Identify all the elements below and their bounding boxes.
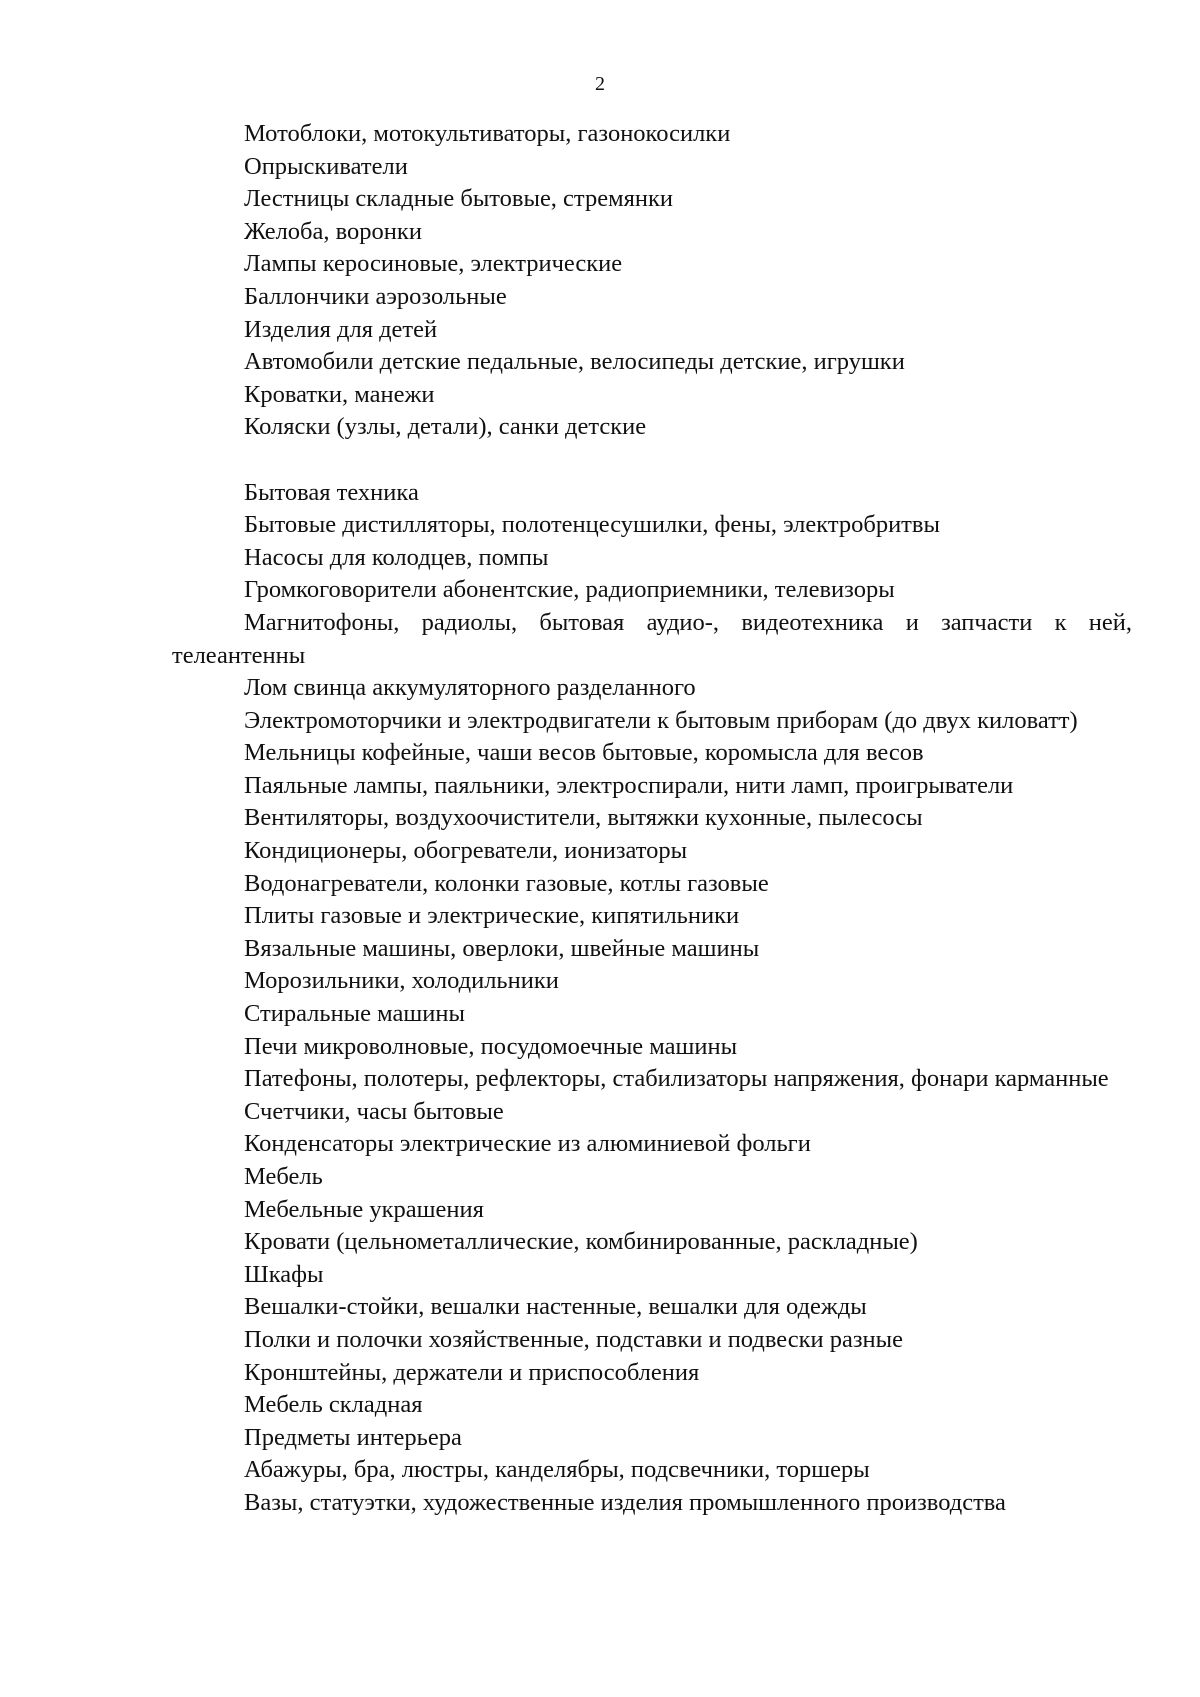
list-item: Шкафы bbox=[244, 1260, 324, 1288]
document-body bbox=[172, 118, 1132, 1520]
list-item: Полки и полочки хозяйственные, подставки и подвески разные bbox=[244, 1325, 903, 1353]
list-item: Магнитофоны, радиолы, бытовая аудио-, видеотехника и запчасти к ней, телеантенны bbox=[172, 608, 1132, 669]
list-item: Мебельные украшения bbox=[244, 1195, 484, 1223]
list-item: Абажуры, бра, люстры, канделябры, подсвечники, торшеры bbox=[244, 1456, 870, 1484]
list-item: Предметы интерьера bbox=[244, 1423, 462, 1451]
list-item: Автомобили детские педальные, велосипеды детские, игрушки bbox=[244, 348, 905, 376]
list-item: Мебель bbox=[244, 1163, 323, 1190]
list-item: Кроватки, манежи bbox=[244, 380, 435, 408]
section-heading: Бытовая техника bbox=[244, 478, 419, 506]
list-item: Бытовые дистилляторы, полотенцесушилки, фены, электробритвы bbox=[244, 511, 940, 539]
list-item: Электромоторчики и электродвигатели к бытовым приборам (до двух киловатт) bbox=[244, 706, 1078, 734]
list-item: Вязальные машины, оверлоки, швейные машины bbox=[244, 934, 760, 962]
section-spacer bbox=[172, 444, 1132, 477]
list-item: Кронштейны, держатели и приспособления bbox=[244, 1358, 700, 1386]
list-item: Опрыскиватели bbox=[244, 152, 408, 180]
list-item: Лестницы складные бытовые, стремянки bbox=[244, 185, 673, 213]
list-item: Паяльные лампы, паяльники, электроспирали, нити ламп, проигрыватели bbox=[244, 771, 1014, 799]
list-item: Лампы керосиновые, электрические bbox=[244, 250, 623, 278]
list-item: Насосы для колодцев, помпы bbox=[244, 543, 549, 571]
list-item: Плиты газовые и электрические, кипятильники bbox=[244, 902, 740, 930]
list-item: Вешалки-стойки, вешалки настенные, вешалки для одежды bbox=[244, 1293, 867, 1321]
list-item: Лом свинца аккумуляторного разделанного bbox=[244, 674, 696, 702]
list-item: Желоба, воронки bbox=[244, 217, 422, 245]
list-item: Патефоны, полотеры, рефлекторы, стабилизаторы напряжения, фонари карманные bbox=[244, 1065, 1109, 1093]
list-item: Кровати (цельнометаллические, комбинированные, раскладные) bbox=[244, 1228, 918, 1256]
list-item: Баллончики аэрозольные bbox=[244, 282, 507, 310]
list-item: Мебель складная bbox=[244, 1391, 423, 1419]
page-number: 2 bbox=[595, 73, 605, 95]
list-item: Громкоговорители абонентские, радиоприемники, телевизоры bbox=[244, 576, 895, 604]
list-item: Мотоблоки, мотокультиваторы, газонокосилки bbox=[244, 120, 731, 147]
list-item: Морозильники, холодильники bbox=[244, 967, 559, 995]
list-item: Счетчики, часы бытовые bbox=[244, 1097, 504, 1125]
list-item: Изделия для детей bbox=[244, 315, 438, 343]
list-item: Вентиляторы, воздухоочистители, вытяжки кухонные, пылесосы bbox=[244, 804, 923, 832]
list-item: Вазы, статуэтки, художественные изделия промышленного производства bbox=[244, 1488, 1006, 1516]
list-item: Водонагреватели, колонки газовые, котлы газовые bbox=[244, 869, 769, 897]
list-group-household-goods bbox=[172, 118, 1132, 444]
list-item: Конденсаторы электрические из алюминиевой фольги bbox=[244, 1130, 811, 1158]
list-group-appliances bbox=[172, 477, 1132, 1520]
list-item: Коляски (узлы, детали), санки детские bbox=[244, 413, 647, 441]
list-item: Мельницы кофейные, чаши весов бытовые, коромысла для весов bbox=[244, 739, 924, 767]
list-item: Печи микроволновые, посудомоечные машины bbox=[244, 1032, 738, 1060]
list-item: Стиральные машины bbox=[244, 1000, 465, 1028]
list-item: Кондиционеры, обогреватели, ионизаторы bbox=[244, 837, 688, 865]
